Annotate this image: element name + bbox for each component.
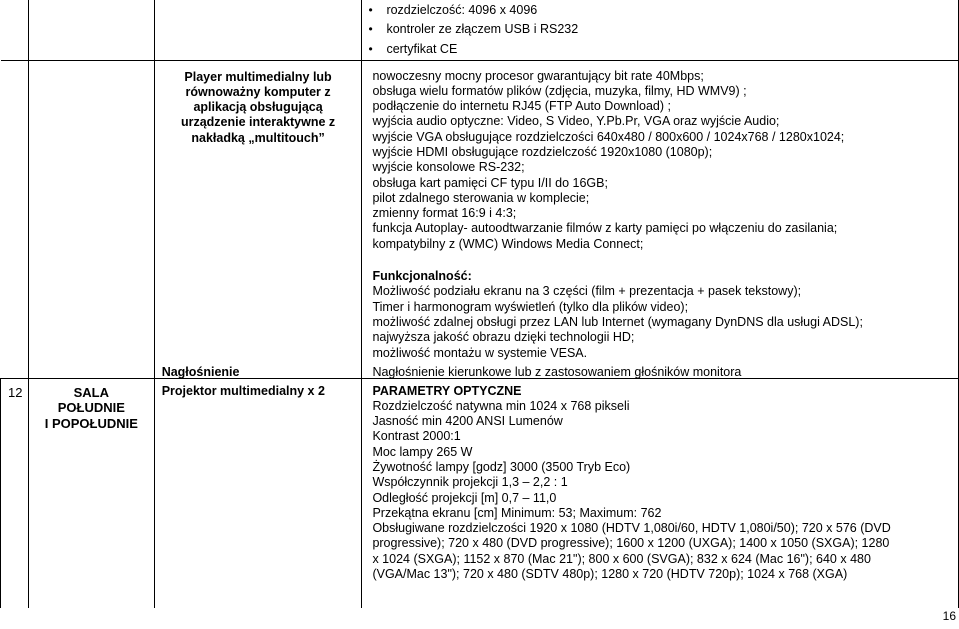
spec-line: kompatybilny z (WMC) Windows Media Connect; <box>372 236 644 251</box>
projector-line: Współczynnik projekcji 1,3 – 2,2 : 1 <box>372 475 568 490</box>
top-bullet-list <box>362 3 958 57</box>
player-spec-cell <box>362 60 959 378</box>
projector-line: Jasność min 4200 ANSI Lumenów <box>372 414 563 429</box>
player-title-line: nakładką „multitouch” <box>191 130 325 145</box>
player-title-line: aplikacją obsługującą <box>193 100 323 115</box>
room-name-cell <box>28 378 154 608</box>
functionality-line: Możliwość podziału ekranu na 3 części (film + prezentacja + pasek tekstowy); <box>372 284 802 299</box>
functionality-line: Timer i harmonogram wyświetleń (tylko dla plików video); <box>372 299 689 314</box>
table-row <box>1 0 959 60</box>
functionality-line: najwyższa jakość obrazu dzięki technologii HD; <box>372 330 635 345</box>
table-row <box>1 378 959 608</box>
top-bullets-cell <box>362 0 959 60</box>
projector-line: Kontrast 2000:1 <box>372 429 461 444</box>
page-number: 16 <box>942 609 956 623</box>
spec-line: obsługa wielu formatów plików (zdjęcia, muzyka, filmy, HD WMV9) ; <box>372 83 747 98</box>
list-item: • rozdzielczość: 4096 x 4096 <box>362 3 958 18</box>
list-item: • kontroler ze złączem USB i RS232 <box>362 22 958 37</box>
sound-label: Nagłośnienie <box>161 364 240 379</box>
room-name-line: POŁUDNIE <box>57 400 125 415</box>
list-item: • certyfikat CE <box>362 42 958 57</box>
room-number-cell <box>1 378 29 608</box>
spec-line: wyjście HDMI obsługujące rozdzielczość 1920x1080 (1080p); <box>372 144 713 159</box>
spec-line: obsługa kart pamięci CF typu I/II do 16GB; <box>372 175 608 190</box>
projector-line: Rozdzielczość natywna min 1024 x 768 pikseli <box>372 398 630 413</box>
spec-line: wyjścia audio optyczne: Video, S Video, Y.Pb.Pr, VGA oraz wyjście Audio; <box>372 114 780 129</box>
functionality-title: Funkcjonalność: <box>372 269 472 284</box>
table-row <box>1 60 959 378</box>
projector-line: Żywotność lampy [godz] 3000 (3500 Tryb Eco) <box>372 459 631 474</box>
sound-desc: Nagłośnienie kierunkowe lub z zastosowaniem głośników monitora <box>372 364 742 379</box>
projector-label: Projektor multimedialny x 2 <box>161 383 325 398</box>
room-name-line: I POPOŁUDNIE <box>44 415 138 431</box>
spec-line: wyjście VGA obsługujące rozdzielczości 640x480 / 800x600 / 1024x768 / 1280x1024; <box>372 129 845 144</box>
projector-line: progressive); 720 x 480 (DVD progressive); 1600 x 1200 (UXGA); 1400 x 1050 (SXGA); 1280 <box>372 536 890 551</box>
projector-params-title: PARAMETRY OPTYCZNE <box>372 383 522 398</box>
player-title-line: równoważny komputer z <box>185 84 331 99</box>
projector-line: Przekątna ekranu [cm] Minimum: 53; Maximum: 762 <box>372 505 662 520</box>
equipment-label-cell <box>154 364 362 608</box>
player-title-line: Player multimedialny lub <box>184 69 332 84</box>
spec-line: wyjście konsolowe RS-232; <box>372 160 525 175</box>
spec-line: pilot zdalnego sterowania w komplecie; <box>372 190 590 205</box>
spec-line: nowoczesny mocny procesor gwarantujący bit rate 40Mbps; <box>372 68 704 83</box>
projector-line: Obsługiwane rozdzielczości 1920 x 1080 (HDTV 1,080i/60, HDTV 1,080i/50); 720 x 576 (DVD <box>372 521 891 536</box>
player-title <box>155 61 362 146</box>
projector-line: x 1024 (SXGA); 1152 x 870 (Mac 21"); 800 x 600 (SVGA); 832 x 624 (Mac 16"); 640 x 480 <box>372 551 871 566</box>
equipment-spec-cell <box>362 364 959 608</box>
functionality-line: możliwość zdalnej obsługi przez LAN lub Internet (wymagany DynDNS dla usługi ADSL); <box>372 314 863 329</box>
player-title-line: urządzenie interaktywne z <box>180 115 336 130</box>
spec-line: funkcja Autoplay- autoodtwarzanie filmów z karty pamięci po włączeniu do zasilania; <box>372 221 838 236</box>
spec-line: zmienny format 16:9 i 4:3; <box>372 206 517 221</box>
functionality-line: możliwość montażu w systemie VESA. <box>372 345 588 360</box>
player-label-cell <box>154 60 362 378</box>
projector-line: (VGA/Mac 13"); 720 x 480 (SDTV 480p); 1280 x 720 (HDTV 720p); 1024 x 768 (XGA) <box>372 567 848 582</box>
room-name <box>29 379 154 432</box>
projector-line: Odległość projekcji [m] 0,7 – 11,0 <box>372 490 557 505</box>
projector-spec-list <box>362 379 958 583</box>
spec-line: podłączenie do internetu RJ45 (FTP Auto Download) ; <box>372 99 671 114</box>
projector-line: Moc lampy 265 W <box>372 444 473 459</box>
room-number: 12 <box>8 384 23 400</box>
player-spec-list <box>362 61 958 361</box>
room-name-line: SALA <box>73 384 110 400</box>
